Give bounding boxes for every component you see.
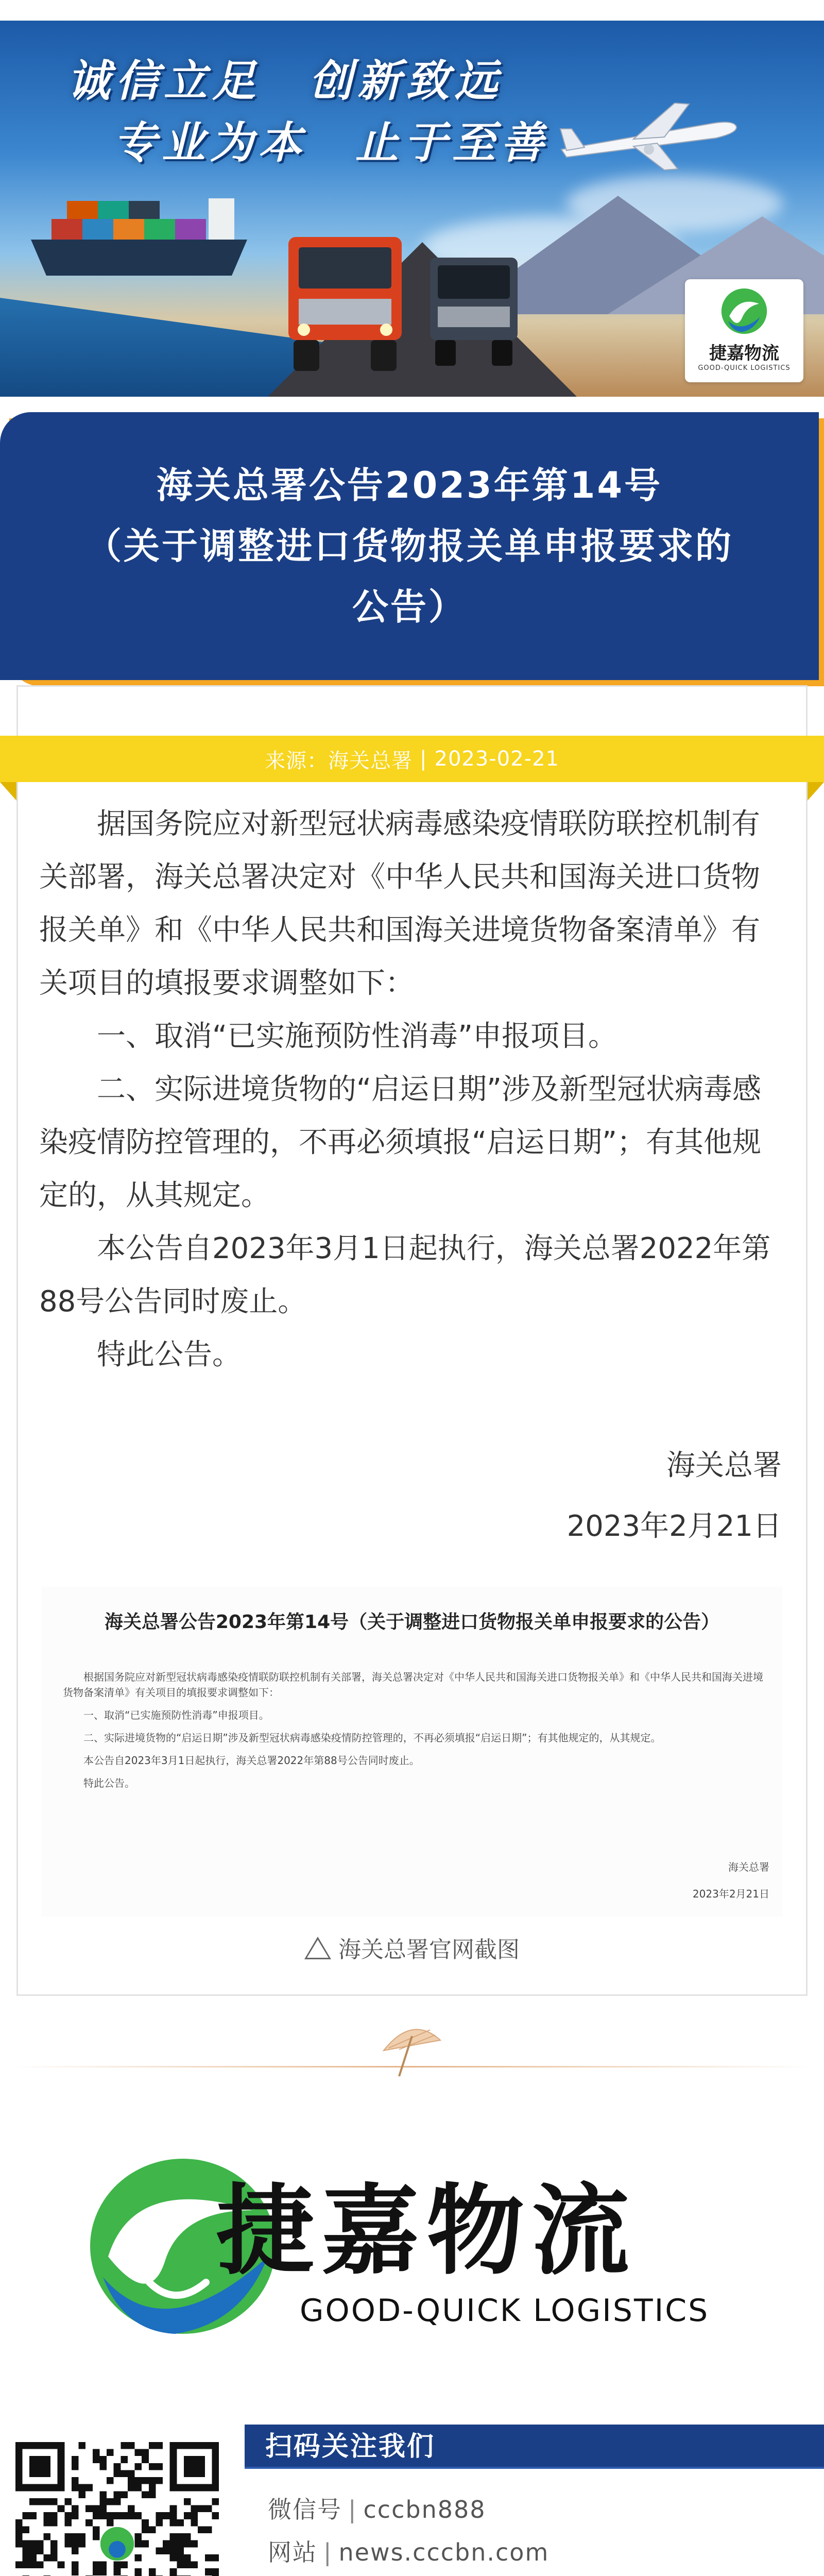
cargo-ship-icon xyxy=(31,191,247,278)
wechat-id[interactable]: cccbn888 xyxy=(363,2496,486,2523)
source-bar xyxy=(0,736,824,782)
screenshot-paragraph-3: 二、实际进境货物的“启运日期”涉及新型冠状病毒感染疫情防控管理的，不再必须填报“启运日期”；有其他规定的，从其规定。 xyxy=(83,1732,661,1744)
website-link[interactable]: news.cccbn.com xyxy=(338,2538,550,2566)
header-banner xyxy=(0,21,824,397)
website-label: 网站 xyxy=(268,2538,317,2566)
official-site-screenshot xyxy=(41,1587,783,1917)
contact-wechat xyxy=(268,2491,486,2525)
screenshot-title: 海关总署公告2023年第14号（关于调整进口货物报关单申报要求的公告） xyxy=(104,1612,720,1633)
ribbon-fold-right xyxy=(808,782,824,801)
follow-bar-accent xyxy=(245,2467,824,2469)
article-paragraph-2: 一、取消“已实施预防性消毒”申报项目。 xyxy=(97,1020,617,1053)
article-paragraph-3: 二、实际进境货物的“启运日期”涉及新型冠状病毒感染疫情防控管理的，不再必须填报“启运日期”；有其他规定的，从其规定。 xyxy=(39,1073,762,1212)
wechat-label: 微信号 xyxy=(268,2496,342,2523)
screenshot-paragraph-4: 本公告自2023年3月1日起执行，海关总署2022年第88号公告同时废止。 xyxy=(83,1754,420,1767)
screenshot-paragraph-1: 根据国务院应对新型冠状病毒感染疫情联防联控机制有关部署，海关总署决定对《中华人民共和国海关进口货物报关单》和《中华人民共和国海关进境货物备案清单》有关项目的填报要求调整如下： xyxy=(63,1671,763,1699)
website-separator: | xyxy=(323,2538,333,2566)
slogan-line1-b: 创新致远 xyxy=(309,55,503,106)
qr-code[interactable] xyxy=(15,2442,219,2576)
brand-logo-icon xyxy=(719,286,769,336)
source-date: 2023-02-21 xyxy=(434,747,559,771)
truck-icon-2 xyxy=(422,247,525,371)
brand-name-en: GOOD-QUICK LOGISTICS xyxy=(300,2293,710,2329)
article-signer: 海关总署 xyxy=(666,1449,782,1482)
corner-logo xyxy=(685,279,803,382)
source-separator: | xyxy=(420,747,427,771)
page-title-line2: （关于调整进口货物报关单申报要求的 xyxy=(85,525,733,567)
slogan-line2-a: 专业为本 xyxy=(113,117,307,168)
article-paragraph-4: 本公告自2023年3月1日起执行，海关总署2022年第88号公告同时废止。 xyxy=(39,1232,771,1318)
umbrella-icon xyxy=(379,2020,445,2081)
article-paragraph-1: 据国务院应对新型冠状病毒感染疫情联防联控机制有关部署，海关总署决定对《中华人民共和国海关进口货物报关单》和《中华人民共和国海关进境货物备案清单》有关项目的填报要求调整如下： xyxy=(39,807,760,1000)
screenshot-paragraph-2: 一、取消“已实施预防性消毒”申报项目。 xyxy=(83,1709,269,1721)
screenshot-body xyxy=(63,1669,763,1798)
triangle-icon xyxy=(304,1937,331,1959)
caption-text: 海关总署官网截图 xyxy=(338,1937,520,1963)
ribbon-fold-left xyxy=(0,782,16,801)
wechat-separator: | xyxy=(348,2496,357,2523)
title-block xyxy=(0,412,819,680)
screenshot-date: 2023年2月21日 xyxy=(692,1888,769,1900)
corner-logo-en: GOOD-QUICK LOGISTICS xyxy=(698,364,791,372)
page-title-line3: 公告） xyxy=(352,586,467,628)
follow-us-bar: 扫码关注我们 xyxy=(245,2425,824,2469)
screenshot-caption xyxy=(0,1931,824,1964)
corner-logo-cn: 捷嘉物流 xyxy=(709,343,779,364)
slogan-line1-a: 诚信立足 xyxy=(67,55,261,106)
article-body xyxy=(39,798,786,1381)
truck-icon xyxy=(278,222,412,376)
source-label: 来源：海关总署 xyxy=(265,749,413,773)
screenshot-signer: 海关总署 xyxy=(728,1861,769,1873)
article-date: 2023年2月21日 xyxy=(566,1510,782,1543)
screenshot-paragraph-5: 特此公告。 xyxy=(83,1777,135,1789)
page-title-line1: 海关总署公告2023年第14号 xyxy=(156,464,663,506)
contact-website xyxy=(268,2534,549,2568)
slogan-line2-b: 止于至善 xyxy=(355,117,550,168)
airplane-icon xyxy=(556,93,742,175)
article-paragraph-5: 特此公告。 xyxy=(97,1338,241,1371)
brand-name-cn: 捷嘉物流 xyxy=(216,2173,637,2288)
